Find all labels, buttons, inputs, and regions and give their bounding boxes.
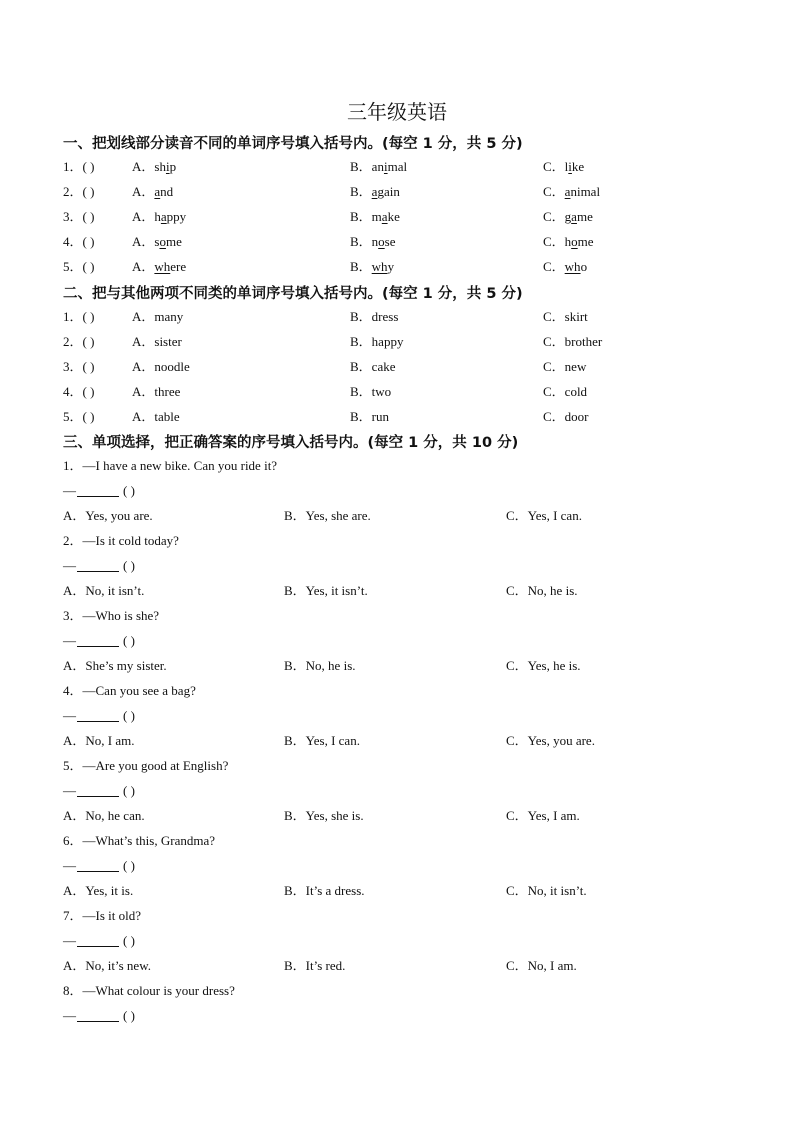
option-c: C．No, it isn’t. [506,883,587,898]
option-b: B．run [350,409,390,424]
option-b [350,158,407,176]
underlined-letters: o [378,234,385,249]
option-a: A．She’s my sister. [63,658,167,673]
option-c: C．Yes, you are. [506,733,595,748]
word-part: h [154,209,161,224]
question-text: 7．—Is it old? [63,908,141,923]
underlined-letters: i [383,159,388,174]
word-part: ke [571,159,585,174]
answer-paren: ( ) [123,558,135,573]
question-row [0,258,794,276]
answer-blank [77,708,119,722]
option-b: B．cake [350,359,396,374]
page-title: 三年级英语 [347,100,447,124]
option-label: C． [543,209,565,224]
options-row [0,807,794,825]
word-part: ppy [166,209,187,224]
option-c [543,158,584,176]
question-row [0,333,794,351]
option-a: A．No, I am. [63,733,135,748]
option-c: C．cold [543,384,588,399]
option-label: C． [543,234,565,249]
question-text: 3．—Who is she? [63,608,160,623]
word-part: mal [387,159,408,174]
answer-line [63,707,135,725]
option-c: C．Yes, he is. [506,658,581,673]
word-part: me [165,234,182,249]
question-row [0,233,794,251]
question-row [0,408,794,426]
underlined-letters: o [571,234,578,249]
options-row [0,732,794,750]
word-part: an [371,159,384,174]
word-part: m [371,209,382,224]
option-a [132,208,186,226]
word-part: h [564,234,572,249]
word-part: l [564,159,569,174]
question-number: 3．( ) [63,359,95,374]
question-number: 1．( ) [63,159,95,174]
dash: — [63,1008,76,1023]
option-b: B．happy [350,334,404,349]
question-row [0,158,794,176]
word-part: gain [377,184,400,199]
option-label: B． [350,159,372,174]
option-a: A．many [132,309,184,324]
option-b [350,258,394,276]
word-part: s [154,234,160,249]
options-row [0,507,794,525]
option-c: C．Yes, I can. [506,508,582,523]
question-number: 5．( ) [63,409,95,424]
underlined-letters: wh [154,259,171,274]
answer-blank [77,1008,119,1022]
answer-line [63,857,135,875]
option-b: B．It’s red. [284,958,346,973]
option-label: C． [543,184,565,199]
underlined-letters: i [165,159,170,174]
option-a [132,158,176,176]
options-row [0,657,794,675]
option-c: C．No, he is. [506,583,578,598]
option-c [543,258,587,276]
option-b: B．Yes, she are. [284,508,371,523]
question-number: 3．( ) [63,209,95,224]
answer-line [63,482,135,500]
option-a: A．noodle [132,359,190,374]
answer-blank [77,933,119,947]
answer-paren: ( ) [123,1008,135,1023]
option-b: B．Yes, she is. [284,808,364,823]
answer-blank [77,633,119,647]
answer-line [63,557,135,575]
section-1-heading: 一、把划线部分读音不同的单词序号填入括号内。(每空 1 分，共 5 分) [63,136,523,152]
word-part: nd [160,184,174,199]
option-c: C．Yes, I am. [506,808,580,823]
underlined-letters: i [568,159,572,174]
option-b: B．Yes, it isn’t. [284,583,368,598]
option-label: B． [350,234,372,249]
underlined-letters: a [571,209,577,224]
question-row [0,308,794,326]
answer-line [63,782,135,800]
question-row [0,383,794,401]
word-part: g [564,209,572,224]
section-2-heading: 二、把与其他两项不同类的单词序号填入括号内。(每空 1 分，共 5 分) [63,286,523,302]
answer-paren: ( ) [123,783,135,798]
option-b [350,208,400,226]
option-b: B．No, he is. [284,658,356,673]
answer-paren: ( ) [123,633,135,648]
dash: — [63,558,76,573]
option-a: A．No, it’s new. [63,958,151,973]
question-text: 5．—Are you good at English? [63,758,229,773]
option-label: A． [132,209,155,224]
dash: — [63,483,76,498]
option-b: B．two [350,384,392,399]
underlined-letters: a [371,184,378,199]
answer-paren: ( ) [123,708,135,723]
option-a: A．sister [132,334,182,349]
option-b: B．Yes, I can. [284,733,360,748]
option-a: A．table [132,409,180,424]
option-a: A．Yes, you are. [63,508,153,523]
question-number: 4．( ) [63,384,95,399]
question-number: 1．( ) [63,309,95,324]
dash: — [63,633,76,648]
word-part: me [577,234,594,249]
question-text: 1．—I have a new bike. Can you ride it? [63,458,278,473]
underlined-letters: a [160,209,167,224]
option-label: A． [132,184,155,199]
option-c: C．skirt [543,309,588,324]
answer-blank [77,858,119,872]
option-a: A．No, he can. [63,808,145,823]
option-label: A． [132,159,155,174]
option-a [132,183,173,201]
word-part: o [580,259,588,274]
answer-line [63,1007,135,1025]
question-number: 2．( ) [63,334,95,349]
question-row [0,358,794,376]
option-a: A．three [132,384,181,399]
option-b: B．dress [350,309,399,324]
option-a [132,233,182,251]
option-a: A．Yes, it is. [63,883,134,898]
answer-paren: ( ) [123,933,135,948]
option-c: C．new [543,359,587,374]
option-a [132,258,186,276]
options-row [0,882,794,900]
answer-paren: ( ) [123,858,135,873]
word-part: n [371,234,379,249]
options-row [0,957,794,975]
option-b [350,233,396,251]
answer-blank [77,483,119,497]
option-b: B．It’s a dress. [284,883,365,898]
word-part: ere [170,259,187,274]
word-part: p [169,159,177,174]
option-c: C．No, I am. [506,958,577,973]
word-part: y [387,259,395,274]
word-part: se [384,234,396,249]
question-row [0,208,794,226]
underlined-letters: o [159,234,166,249]
question-text: 8．—What colour is your dress? [63,983,235,998]
answer-line [63,932,135,950]
section-3-heading: 三、单项选择，把正确答案的序号填入括号内。(每空 1 分，共 10 分) [63,435,519,451]
option-label: B． [350,184,372,199]
question-text: 6．—What’s this, Grandma? [63,833,215,848]
underlined-letters: a [564,184,571,199]
question-number: 2．( ) [63,184,95,199]
dash: — [63,783,76,798]
underlined-letters: a [381,209,388,224]
question-text: 2．—Is it cold today? [63,533,179,548]
option-c: C．brother [543,334,603,349]
option-b [350,183,400,201]
underlined-letters: wh [371,259,388,274]
option-label: B． [350,209,372,224]
answer-paren: ( ) [123,483,135,498]
question-row [0,183,794,201]
option-label: A． [132,234,155,249]
option-label: C． [543,159,565,174]
word-part: nimal [570,184,601,199]
answer-blank [77,783,119,797]
word-part: me [576,209,593,224]
answer-line [63,632,135,650]
dash: — [63,708,76,723]
option-label: B． [350,259,372,274]
option-c [543,208,593,226]
word-part: ke [387,209,400,224]
option-a: A．No, it isn’t. [63,583,145,598]
answer-blank [77,558,119,572]
option-c [543,183,600,201]
option-label: C． [543,259,565,274]
option-c: C．door [543,409,589,424]
options-row [0,582,794,600]
question-text: 4．—Can you see a bag? [63,683,196,698]
question-number: 4．( ) [63,234,95,249]
question-number: 5．( ) [63,259,95,274]
dash: — [63,858,76,873]
option-c [543,233,594,251]
word-part: sh [154,159,166,174]
underlined-letters: wh [564,259,581,274]
option-label: A． [132,259,155,274]
dash: — [63,933,76,948]
underlined-letters: a [154,184,161,199]
